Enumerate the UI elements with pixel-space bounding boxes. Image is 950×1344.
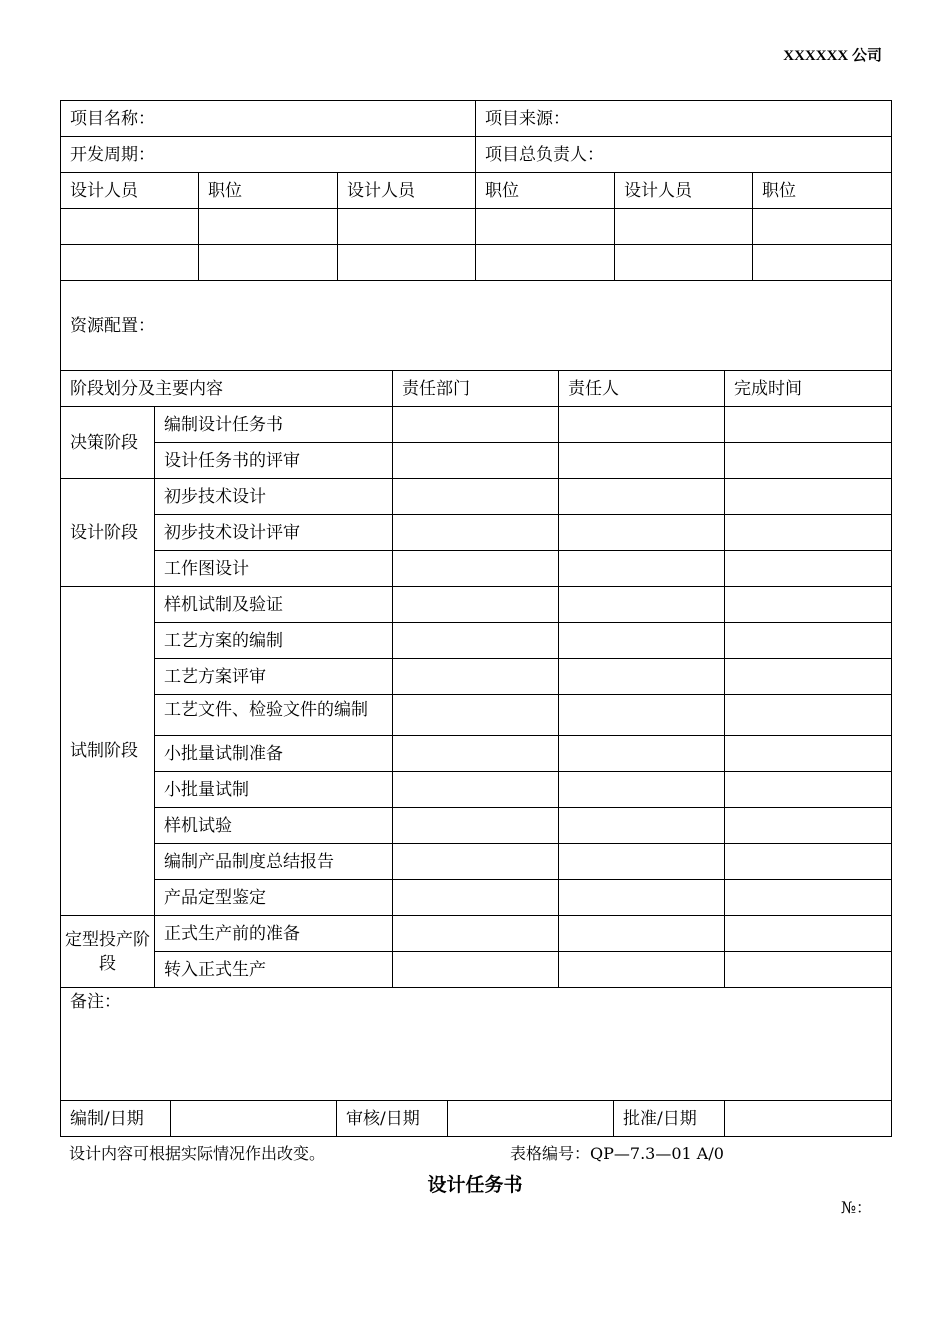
position-cell[interactable] <box>476 245 615 281</box>
dept-cell[interactable] <box>393 659 559 695</box>
dept-cell[interactable] <box>393 551 559 587</box>
time-cell[interactable] <box>725 736 892 772</box>
dept-cell[interactable] <box>393 772 559 808</box>
task-cell: 初步技术设计 <box>155 479 393 515</box>
designer-cell[interactable] <box>61 245 199 281</box>
table-row <box>61 551 892 587</box>
prepared-by-label: 编制/日期 <box>61 1101 171 1137</box>
position-header: 职位 <box>199 173 338 209</box>
time-cell[interactable] <box>725 551 892 587</box>
table-row <box>61 209 892 245</box>
remarks-field[interactable]: 备注： <box>61 988 892 1101</box>
table-row <box>61 245 892 281</box>
task-cell: 工艺方案评审 <box>155 659 393 695</box>
signoff-row <box>61 1101 892 1137</box>
table-row <box>61 880 892 916</box>
person-cell[interactable] <box>559 880 725 916</box>
table-row <box>61 808 892 844</box>
position-cell[interactable] <box>753 245 892 281</box>
document-number-label: №： <box>840 1198 872 1217</box>
position-cell[interactable] <box>199 245 338 281</box>
person-cell[interactable] <box>559 659 725 695</box>
task-cell: 工艺方案的编制 <box>155 623 393 659</box>
person-cell[interactable] <box>559 443 725 479</box>
person-cell[interactable] <box>559 736 725 772</box>
company-name: XXXXXX 公司 <box>783 48 882 64</box>
time-cell[interactable] <box>725 623 892 659</box>
table-row <box>61 736 892 772</box>
designers-header-row <box>61 173 892 209</box>
time-cell[interactable] <box>725 407 892 443</box>
table-row <box>61 407 892 443</box>
person-cell[interactable] <box>559 772 725 808</box>
task-cell <box>155 695 393 736</box>
time-cell[interactable] <box>725 916 892 952</box>
reviewed-by-label: 审核/日期 <box>337 1101 448 1137</box>
stages-table <box>60 371 892 1101</box>
document-title: 设计任务书 <box>427 1174 523 1196</box>
design-task-form <box>60 100 891 1137</box>
time-cell[interactable] <box>725 695 892 736</box>
table-row <box>61 281 892 371</box>
designer-header: 设计人员 <box>338 173 476 209</box>
dept-cell[interactable] <box>393 443 559 479</box>
dept-cell[interactable] <box>393 515 559 551</box>
table-row <box>61 623 892 659</box>
table-row <box>61 137 892 173</box>
designer-cell[interactable] <box>615 209 753 245</box>
person-cell[interactable] <box>559 479 725 515</box>
prepared-by-field[interactable] <box>171 1101 337 1137</box>
table-row <box>61 988 892 1101</box>
task-cell: 正式生产前的准备 <box>155 916 393 952</box>
designer-cell[interactable] <box>61 209 199 245</box>
person-cell[interactable] <box>559 952 725 988</box>
reviewed-by-field[interactable] <box>448 1101 614 1137</box>
dept-cell[interactable] <box>393 736 559 772</box>
table-row <box>61 101 892 137</box>
table-row <box>61 587 892 623</box>
designer-header: 设计人员 <box>615 173 753 209</box>
responsible-dept-header: 责任部门 <box>393 371 559 407</box>
dept-cell[interactable] <box>393 623 559 659</box>
position-header: 职位 <box>476 173 615 209</box>
table-row <box>61 695 892 736</box>
resource-allocation-field[interactable]: 资源配置： <box>61 281 892 371</box>
stage-name-decision: 决策阶段 <box>61 407 155 479</box>
table-row <box>61 443 892 479</box>
person-cell[interactable] <box>559 808 725 844</box>
time-cell[interactable] <box>725 952 892 988</box>
position-cell[interactable] <box>476 209 615 245</box>
time-cell[interactable] <box>725 443 892 479</box>
position-header: 职位 <box>753 173 892 209</box>
dept-cell[interactable] <box>393 952 559 988</box>
designer-cell[interactable] <box>615 245 753 281</box>
task-cell: 初步技术设计评审 <box>155 515 393 551</box>
project-info-table <box>60 100 892 371</box>
form-code: 表格编号：QP—7.3—01 A/0 <box>510 1144 724 1163</box>
task-cell: 小批量试制 <box>155 772 393 808</box>
task-cell: 编制设计任务书 <box>155 407 393 443</box>
table-row <box>61 515 892 551</box>
person-cell[interactable] <box>559 844 725 880</box>
dept-cell[interactable] <box>393 844 559 880</box>
stage-content-header: 阶段划分及主要内容 <box>61 371 393 407</box>
dept-cell[interactable] <box>393 808 559 844</box>
person-cell[interactable] <box>559 916 725 952</box>
task-cell: 小批量试制准备 <box>155 736 393 772</box>
time-cell[interactable] <box>725 808 892 844</box>
table-row <box>61 659 892 695</box>
project-name-field[interactable]: 项目名称： <box>61 101 476 137</box>
dept-cell[interactable] <box>393 407 559 443</box>
task-cell: 转入正式生产 <box>155 952 393 988</box>
task-cell: 工作图设计 <box>155 551 393 587</box>
time-cell[interactable] <box>725 772 892 808</box>
time-cell[interactable] <box>725 515 892 551</box>
table-row <box>61 916 892 952</box>
signoff-table <box>60 1101 892 1137</box>
person-cell[interactable] <box>559 623 725 659</box>
dept-cell[interactable] <box>393 479 559 515</box>
person-cell[interactable] <box>559 695 725 736</box>
table-row <box>61 772 892 808</box>
person-cell[interactable] <box>559 551 725 587</box>
dept-cell[interactable] <box>393 695 559 736</box>
time-cell[interactable] <box>725 479 892 515</box>
approved-by-field[interactable] <box>725 1101 892 1137</box>
designer-cell[interactable] <box>338 245 476 281</box>
time-cell[interactable] <box>725 844 892 880</box>
time-cell[interactable] <box>725 587 892 623</box>
dept-cell[interactable] <box>393 880 559 916</box>
completion-time-header: 完成时间 <box>725 371 892 407</box>
person-cell[interactable] <box>559 587 725 623</box>
time-cell[interactable] <box>725 880 892 916</box>
task-cell: 编制产品制度总结报告 <box>155 844 393 880</box>
position-cell[interactable] <box>199 209 338 245</box>
development-period-field[interactable]: 开发周期： <box>61 137 476 173</box>
person-cell[interactable] <box>559 515 725 551</box>
person-cell[interactable] <box>559 407 725 443</box>
dept-cell[interactable] <box>393 587 559 623</box>
task-text: 工艺文件、检验文件的编制 <box>164 700 368 720</box>
table-row <box>61 479 892 515</box>
table-row <box>61 844 892 880</box>
designer-cell[interactable] <box>338 209 476 245</box>
stage-name-production: 定型投产阶段 <box>61 916 155 988</box>
footer-note: 设计内容可根据实际情况作出改变。 <box>69 1144 326 1163</box>
table-row <box>61 952 892 988</box>
task-cell: 样机试制及验证 <box>155 587 393 623</box>
task-cell: 产品定型鉴定 <box>155 880 393 916</box>
designer-header: 设计人员 <box>61 173 199 209</box>
stage-name-design: 设计阶段 <box>61 479 155 587</box>
approved-by-label: 批准/日期 <box>614 1101 725 1137</box>
stage-name-trial: 试制阶段 <box>61 587 155 916</box>
responsible-person-header: 责任人 <box>559 371 725 407</box>
position-cell[interactable] <box>753 209 892 245</box>
task-cell: 设计任务书的评审 <box>155 443 393 479</box>
project-leader-field[interactable]: 项目总负责人： <box>476 137 892 173</box>
project-source-field[interactable]: 项目来源： <box>476 101 892 137</box>
time-cell[interactable] <box>725 659 892 695</box>
dept-cell[interactable] <box>393 916 559 952</box>
stages-header-row <box>61 371 892 407</box>
task-cell: 样机试验 <box>155 808 393 844</box>
